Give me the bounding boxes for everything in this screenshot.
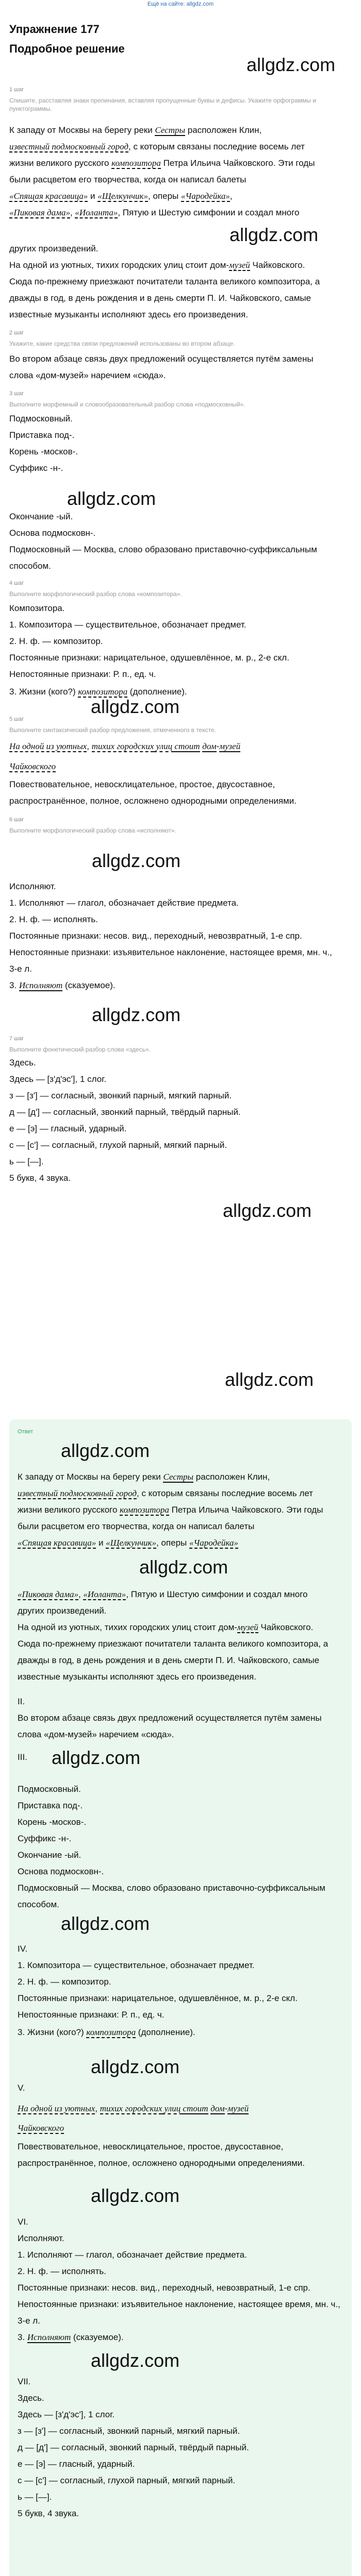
text-line: жизни великого русского композитора Петра Ильича Чайковского. Эти годы [9, 158, 315, 168]
watermark: allgdz.com [92, 1004, 181, 1025]
watermark: allgdz.com [225, 1369, 314, 1390]
word-underline: известный подмосковный город [9, 142, 129, 151]
word-underline: Сестры [155, 125, 186, 135]
task-6: 6 шаг Выполните морфологический разбор слова «исполняют». [9, 817, 176, 835]
watermark: allgdz.com [91, 696, 180, 717]
page-subtitle: Подробное решение [9, 42, 125, 55]
text-line: слова «дом-музей» наречием «сюда». [9, 370, 166, 380]
text-line: «Пиковая дама», «Иоланта», Пятую и Шестую симфонии и создал много [9, 208, 300, 217]
watermark: allgdz.com [91, 2350, 180, 2371]
watermark: allgdz.com [229, 224, 319, 245]
text-line: известные музыканты исполняют здесь его произведения. [9, 310, 248, 319]
task-5: 5 шаг Выполните синтаксический разбор предложения, отмеченного в тексте. [9, 716, 217, 734]
task-1 [9, 87, 319, 113]
watermark: allgdz.com [61, 1440, 150, 1461]
word-underline: композитора [111, 158, 161, 168]
page-title: Упражнение 177 [9, 23, 100, 36]
watermark: allgdz.com [52, 1747, 141, 1768]
task-text: Спишите, расставляя знаки препинания, вставляя пропущенные буквы и дефисы. Укажите орфограммы и пунктограммы. [9, 97, 316, 113]
text-line: Во втором абзаце связь двух предложений осуществляется путём замены [9, 354, 314, 364]
task-7: 7 шаг Выполните фонетический разбор слова «здесь». [9, 1036, 151, 1054]
top-link[interactable]: Ещё на сайте: allgdz.com [147, 1, 214, 7]
syntax-line-1: На одной из уютных, тихих городских улиц стоит дом-музей [9, 741, 241, 751]
watermark: allgdz.com [91, 2056, 180, 2077]
watermark: allgdz.com [91, 2185, 180, 2206]
text-line: известный подмосковный город, с которым связаны последние восемь лет [9, 142, 305, 151]
step-number: 1 шаг [9, 87, 24, 93]
text-line: На одной из уютных, тихих городских улиц стоит дом-музей Чайковского. [9, 260, 305, 270]
watermark: allgdz.com [92, 850, 181, 871]
watermark: allgdz.com [223, 1200, 312, 1221]
text-line: Сюда по-прежнему приезжают почитатели таланта великого композитора, а [9, 277, 320, 286]
task-2: 2 шаг Укажите, какие средства связи предложений использованы во втором абзаце. [9, 330, 235, 348]
watermark: allgdz.com [139, 1556, 228, 1578]
task-3: 3 шаг Выполните морфемный и словообразовательный разбор слова «подмосковный». [9, 391, 245, 409]
watermark: allgdz.com [67, 488, 156, 509]
watermark: allgdz.com [247, 54, 336, 75]
page: Ещё на сайте: allgdz.com Упражнение 177 Подробное решение allgdz.com allgdz.com allgdz.com allgdz.com allgdz.com allgdz.com allgdz.com allgdz.com 1 шаг Спишите, расставляя знаки препинания, вставляя пропущенные буквы и дефисы. Укажите орфограммы и пунктограммы. К западу от Москвы на берегу реки Сестры расположен Клин, известный подмосковный город, с которым связаны последние восемь лет жизни великого русского композитора Петра Ильича Чайковского. Эти годы были расцветом его творчества, когда он написал балеты «Спящая красавица» и «Щелкунчик», оперы «Чародейка», «Пиковая дама», «Иоланта», Пятую и Шестую симфонии и создал много других произведений. На одной из уютных, тихих городских улиц стоит дом-музей Чайковского. Сюда по-прежнему приезжают почитатели таланта великого композитора, а дважды в год, в день рождения и в день смерти П. И. Чайковского, самые известные музыканты исполняют здесь его произведения. 2 шаг Укажите, какие средства связи предложений использованы во втором абзаце. Во втором абзаце связь двух предложений осуществляется путём замены слова «дом-музей» наречием «сюда». 3 шаг Выполните морфемный и словообразовательный разбор слова «подмосковный». Подмосковный. Приставка под-. Корень -москов-. Суффикс -н-. Окончание -ый. Основа подмосковн-. Подмосковный — Москва, слово образовано приставочно-суффиксальным способом. 4 шаг Выполните морфологический разбор слова «композитора». Композитора. 1. Композитора — существительное, обозначает предмет. 2. Н. ф. — композитор. Постоянные признаки: нарицательное, одушевлённое, м. р., 2-е скл. Непостоянные признаки: Р. п., ед. ч. 3. Жизни (кого?) композитора (дополнение). 5 шаг Выполните синтаксический разбор предложения, отмеченного в тексте. На одной из уютных, тихих городских улиц стоит дом-музей Чайковского Повествовательное, невосклицательное, простое, двусоставное, распространённое, полное, осложнено однородными определениями. 6 шаг Выполните морфологический разбор слова «исполняют». Исполняют. 1. Исполняют — глагол, обозначает действие предмета. 2. Н. ф. — исполнять. Постоянные признаки: несов. вид., переходный, невозвратный, 1-е спр. Непостоянные признаки: изъявительное наклонение, настоящее время, мн. ч., 3-е л. 3. Исполняют (сказуемое). 7 шаг Выполните фонетический разбор слова «здесь». Здесь. Здесь — [з'д'эс'], 1 слог. з — [з'] — согласный, звонкий парный, мягкий парный. д — [д'] — согласный, звонкий парный, твёрдый парный. е — [э] — гласный, ударный. с — [с'] — согласный, глухой парный, мягкий парный. ь — [—]. 5 букв, 4 звука. Ответ allgdz.com К западу от Москвы на берегу реки Сестры расположен Клин, известный подмосковный город, с которым связаны последние восемь лет жизни великого русского композитора Петра Ильича Чайковского. Эти годы были расцветом его творчества, когда он написал балеты «Спящая красавица» и «Щелкунчик», оперы «Чародейка» allgdz.com «Пиковая дама», «Иоланта», Пятую и Шестую симфонии и создал много других произведений. На одной из уютных, тихих городских улиц стоит дом-музей Чайковского. Сюда по-прежнему приезжают почитатели таланта великого композитора, а дважды в год, в день рождения и в день смерти П. И. Чайковского, самые известные музыканты исполняют здесь его произведения. II. Во втором абзаце связь двух предложений осуществляется путём замены слова «дом-музей» наречием «сюда». III. allgdz.com Подмосковный. Приставка под-. Корень -москов-. Суффикс -н-. Окончание -ый. Основа подмосковн-. Подмосковный — Москва, слово образовано приставочно-суффиксальным способом. allgdz.com IV. 1. Композитора — существительное, обозначает предмет. 2. Н. ф. — композитор. Постоянные признаки: нарицательное, одушевлённое, м. р., 2-е скл. Непостоянные признаки: Р. п., ед. ч. 3. Жизни (кого?) композитора (дополнение). allgdz.com V. На одной из уютных, тихих городских улиц стоит дом-музей Чайковского Повествовательное, невосклицательное, простое, двусоставное, распространённое, полное, осложнено однородными определениями. allgdz.com VI. Исполняют. 1. Исполняют — глагол, обозначает действие предмета. 2. Н. ф. — исполнять. Постоянные признаки: несов. вид., переходный, невозвратный, 1-е спр. Непостоянные признаки: изъявительное наклонение, настоящее время, мн. ч., 3-е л. 3. Исполняют (сказуемое). allgdz.com VII. Здесь. Здесь — [з'д'эс'], 1 слог. з — [з'] — согласный, звонкий парный, мягкий парный. д — [д'] — согласный, звонкий парный, твёрдый парный. е — [э] — гласный, ударный. с — [с'] — согласный, глухой парный, мягкий парный. ь — [—]. 5 букв, 4 звука. [0, 0, 361, 2576]
answer-label: Ответ [18, 1429, 34, 1435]
text-line: «Спящая красавица» и «Щелкунчик», оперы «Чародейка», [9, 191, 233, 201]
task-4: 4 шаг Выполните морфологический разбор слова «композитора». [9, 580, 182, 598]
text-line: К западу от Москвы на берегу реки Сестры расположен Клин, [9, 125, 262, 135]
text-line: дважды в год, в день рождения и в день смерти П. И. Чайковского, самые [9, 293, 311, 303]
text-line: были расцветом его творчества, когда он написал балеты [9, 175, 247, 184]
watermark: allgdz.com [61, 1913, 150, 1934]
text-line: других произведений. [9, 244, 99, 253]
syntax-line-2: Чайковского [9, 761, 56, 771]
